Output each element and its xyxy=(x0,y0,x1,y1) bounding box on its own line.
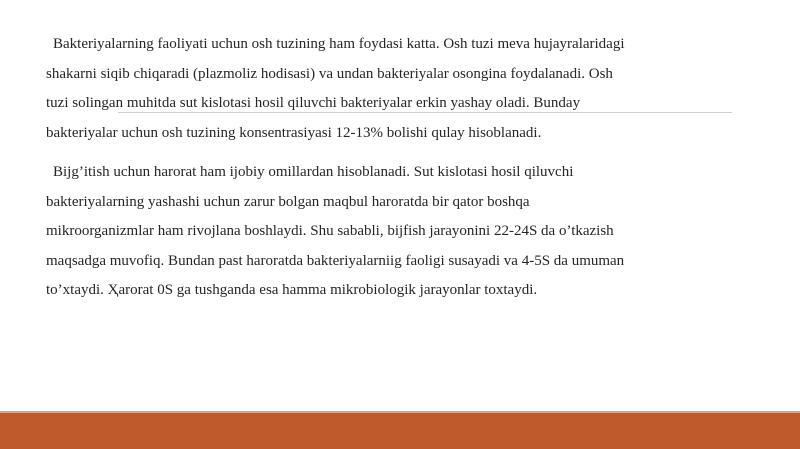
paragraph-line: maqsadga muvofiq. Bundan past haroratda bakteriyalarniig faoligi susayadi va 4-5S da umuman xyxy=(46,252,625,269)
slide-text-body xyxy=(46,30,746,306)
footer-accent-bar xyxy=(0,413,800,449)
paragraph-temperature xyxy=(46,158,746,306)
paragraph-line: shakarni siqib chiqaradi (plazmoliz hodisasi) va undan bakteriyalar osongina foydalanadi. Osh xyxy=(46,65,613,82)
paragraph-line: tuzi solingan muhitda sut kislotasi hosil qiluvchi bakteriyalar erkin yashay oladi. Bunday xyxy=(46,95,581,111)
paragraph-salt xyxy=(46,30,746,148)
paragraph-line: bakteriyalar uchun osh tuzining konsentrasiyasi 12-13% bolishi qulay hisoblanadi. xyxy=(46,124,542,141)
paragraph-line: to’xtaydi. Ҳarorat 0S ga tushganda esa hamma mikrobiologik jarayonlar toxtaydi. xyxy=(46,282,538,298)
paragraph-line: Bijg’itish uchun harorat ham ijobiy omillardan hisoblanadi. Sut kislotasi hosil qiluvchi xyxy=(53,164,574,180)
paragraph-line: mikroorganizmlar ham rivojlana boshlaydi. Shu sababli, bijfish jarayonini 22-24S da o’tkazish xyxy=(46,223,614,239)
paragraph-line: Bakteriyalarning faoliyati uchun osh tuzining ham foydasi katta. Osh tuzi meva hujayralaridagi xyxy=(53,36,625,52)
paragraph-line: bakteriyalarning yashashi uchun zarur bolgan maqbul haroratda bir qator boshqa xyxy=(46,193,530,210)
